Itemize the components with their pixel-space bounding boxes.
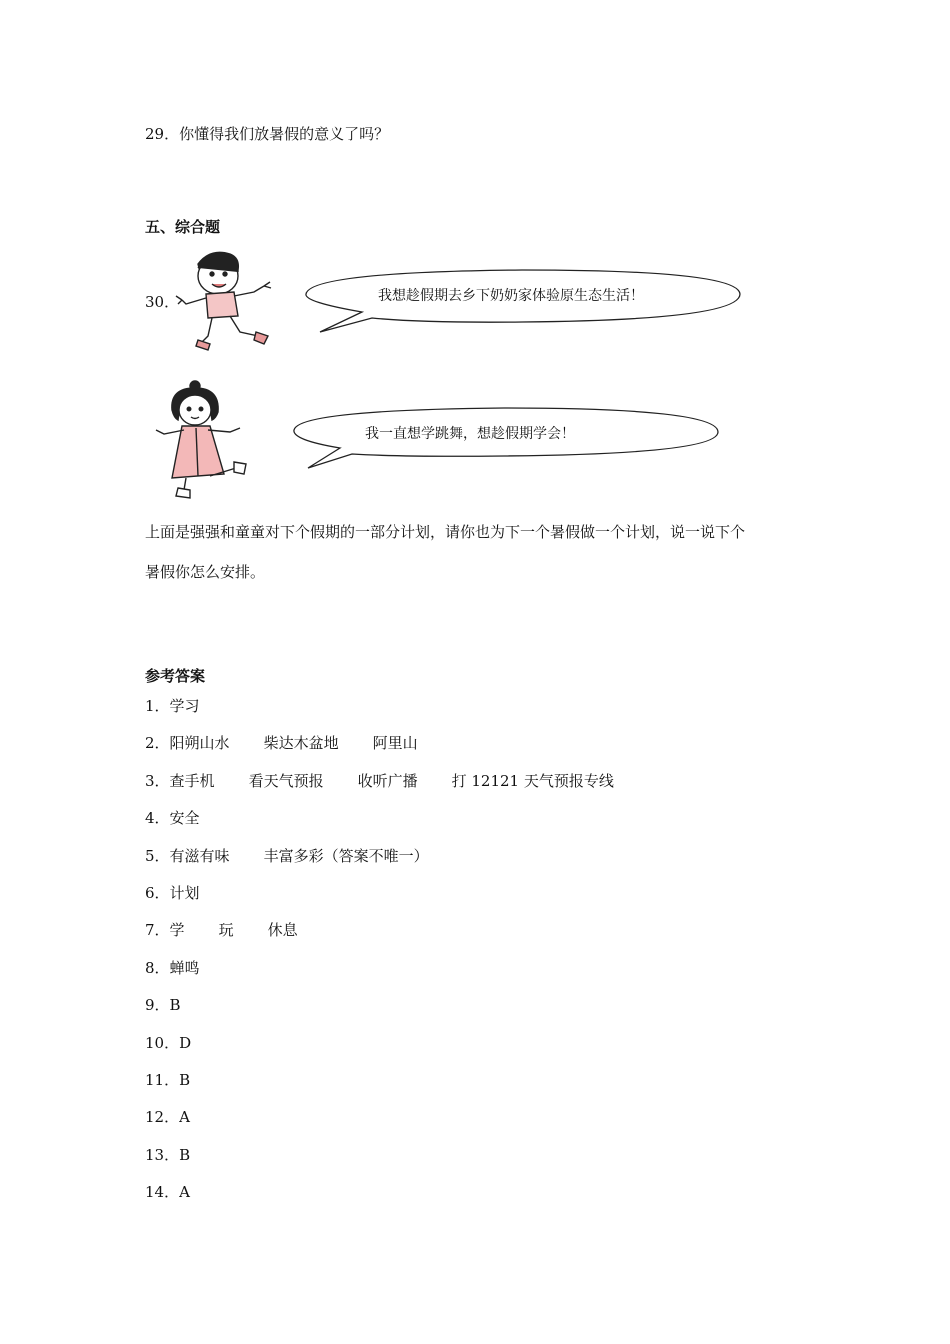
section-title: 五、综合题 xyxy=(145,218,221,236)
answer-number: 12． xyxy=(145,1108,180,1127)
answer-number: 13． xyxy=(145,1145,180,1164)
answer-item xyxy=(145,882,200,904)
answer-number: 6． xyxy=(145,884,170,902)
answer-text: 丰富多彩（答案不唯一） xyxy=(263,846,429,865)
answer-text: 阿里山 xyxy=(372,734,418,753)
answer-text: 玩 xyxy=(218,921,234,940)
question-30-line-1: 上面是强强和童童对下个假期的一部分计划，请你也为下一个暑假做一个计划，说一说下个 xyxy=(145,523,746,541)
answer-text: 打 12121 天气预报专线 xyxy=(451,771,614,790)
answer-number: 2． xyxy=(145,734,170,753)
answer-text: 收听广播 xyxy=(357,771,418,790)
answer-item xyxy=(145,919,298,941)
answer-text: 学习 xyxy=(169,697,200,715)
answer-number: 8． xyxy=(145,958,170,977)
girl-illustration xyxy=(150,378,260,502)
answer-text: 阳朔山水 xyxy=(169,734,230,753)
question-30-number: 30． xyxy=(145,293,180,311)
question-29: 29．你懂得我们放暑假的意义了吗？ xyxy=(145,125,390,143)
answer-number: 3． xyxy=(145,771,170,790)
answer-item xyxy=(145,845,429,867)
answer-text: 休息 xyxy=(267,921,298,940)
bubble-2-text: 我一直想学跳舞，想趁假期学会！ xyxy=(365,426,575,442)
answer-text: B xyxy=(169,996,181,1015)
answer-item xyxy=(145,994,181,1016)
answer-item xyxy=(145,695,200,717)
answer-text: 计划 xyxy=(169,884,200,902)
answer-item xyxy=(145,1181,190,1203)
answer-text: A xyxy=(179,1183,190,1202)
answer-text: B xyxy=(179,1071,191,1089)
answer-item xyxy=(145,770,614,792)
answer-item xyxy=(145,1032,191,1054)
answer-item xyxy=(145,957,200,979)
answers-title: 参考答案 xyxy=(145,667,206,685)
answer-item xyxy=(145,732,418,754)
answer-item xyxy=(145,1144,190,1166)
answer-number: 9． xyxy=(145,996,170,1015)
question-30-line-2: 暑假你怎么安排。 xyxy=(145,563,266,581)
answer-text: A xyxy=(179,1108,190,1127)
answer-item xyxy=(145,1106,190,1128)
answer-text: 看天气预报 xyxy=(248,771,324,790)
answer-text: 有滋有味 xyxy=(169,846,230,865)
question-30-text xyxy=(145,512,815,592)
answer-number: 1． xyxy=(145,697,170,715)
answer-text: 安全 xyxy=(169,809,200,828)
answer-text: B xyxy=(179,1145,191,1164)
bubble-1-text: 我想趁假期去乡下奶奶家体验原生态生活！ xyxy=(378,288,644,304)
boy-illustration xyxy=(168,246,286,356)
answer-text: 柴达木盆地 xyxy=(263,734,339,753)
answer-number: 10． xyxy=(145,1033,180,1052)
answer-number: 4． xyxy=(145,809,170,828)
answer-number: 11． xyxy=(145,1071,180,1089)
answer-text: 蝉鸣 xyxy=(169,958,200,977)
answer-number: 14． xyxy=(145,1183,180,1202)
answer-text: 查手机 xyxy=(169,771,215,790)
answer-number: 7． xyxy=(145,921,170,940)
answer-item xyxy=(145,807,200,829)
answer-item xyxy=(145,1069,190,1091)
answer-number: 5． xyxy=(145,846,170,865)
answer-text: D xyxy=(179,1033,192,1052)
answer-text: 学 xyxy=(169,921,185,940)
